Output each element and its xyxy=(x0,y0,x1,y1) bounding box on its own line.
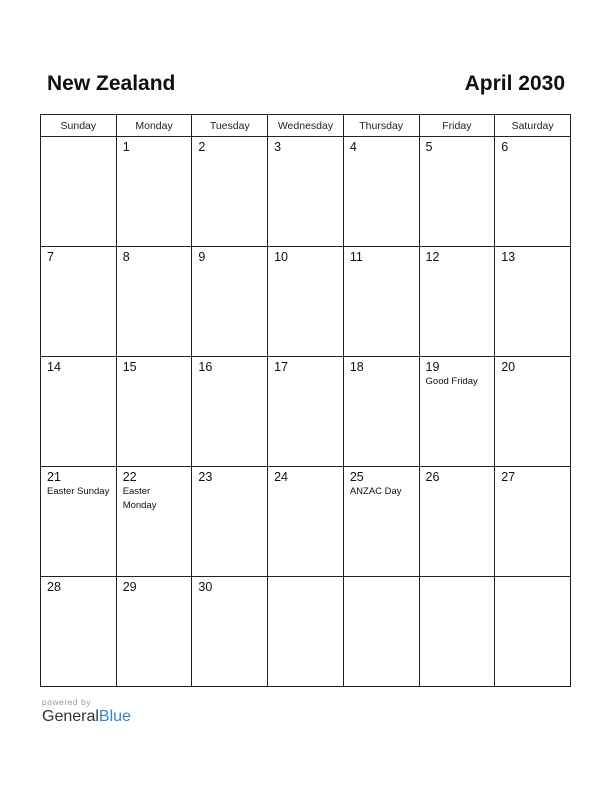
week-row xyxy=(41,467,571,577)
day-cell xyxy=(268,467,344,577)
day-number: 27 xyxy=(501,470,516,484)
day-cell xyxy=(495,137,571,247)
day-number: 16 xyxy=(198,360,213,374)
holiday-label: Good Friday xyxy=(425,376,478,387)
day-number: 30 xyxy=(198,580,213,594)
day-number: 5 xyxy=(425,140,433,154)
day-number: 13 xyxy=(501,250,516,264)
brand-blue-text: Blue xyxy=(98,708,131,725)
month-title: April 2030 xyxy=(464,72,565,95)
week-row xyxy=(41,137,571,247)
weekday-header: Sunday xyxy=(41,115,117,137)
day-cell xyxy=(495,247,571,357)
week-row xyxy=(41,577,571,687)
day-cell xyxy=(41,137,117,247)
day-cell xyxy=(343,137,419,247)
day-cell xyxy=(192,467,268,577)
day-cell xyxy=(268,137,344,247)
day-number: 12 xyxy=(425,250,440,264)
week-row xyxy=(41,357,571,467)
weekday-header: Saturday xyxy=(495,115,571,137)
day-number: 10 xyxy=(274,250,289,264)
day-cell xyxy=(268,577,344,687)
day-number: 7 xyxy=(47,250,54,264)
holiday-label: ANZAC Day xyxy=(349,486,402,497)
country-title: New Zealand xyxy=(47,72,176,95)
day-cell xyxy=(419,357,495,467)
brand-logo xyxy=(42,708,131,726)
day-number: 14 xyxy=(47,360,61,374)
day-cell xyxy=(41,467,117,577)
week-row xyxy=(41,247,571,357)
day-cell xyxy=(192,357,268,467)
day-number: 25 xyxy=(349,470,364,484)
day-number: 23 xyxy=(198,470,213,484)
day-cell xyxy=(343,247,419,357)
day-cell xyxy=(495,467,571,577)
powered-by-text: powered by xyxy=(42,697,91,707)
day-cell xyxy=(268,247,344,357)
weekday-header: Friday xyxy=(419,115,495,137)
day-number: 4 xyxy=(349,140,357,154)
day-number: 8 xyxy=(122,250,130,264)
day-cell xyxy=(192,247,268,357)
holiday-label: Easter Monday xyxy=(122,486,157,511)
footer-branding xyxy=(42,697,131,726)
day-cell xyxy=(419,137,495,247)
day-cell xyxy=(192,577,268,687)
day-cell xyxy=(41,247,117,357)
day-number: 11 xyxy=(349,250,363,264)
weekday-header: Tuesday xyxy=(192,115,268,137)
day-number: 19 xyxy=(425,360,440,374)
day-cell xyxy=(343,467,419,577)
day-number: 29 xyxy=(122,580,137,594)
day-cell xyxy=(268,357,344,467)
day-number: 18 xyxy=(349,360,364,374)
day-cell xyxy=(41,357,117,467)
day-number: 24 xyxy=(274,470,289,484)
day-number: 21 xyxy=(47,470,61,484)
day-cell xyxy=(116,137,192,247)
day-cell xyxy=(343,357,419,467)
day-cell xyxy=(41,577,117,687)
day-number: 17 xyxy=(274,360,289,374)
day-cell xyxy=(419,577,495,687)
day-cell xyxy=(192,137,268,247)
weekday-header-row xyxy=(41,115,571,137)
holiday-label: Easter Sunday xyxy=(47,486,110,497)
day-cell xyxy=(419,467,495,577)
day-cell xyxy=(495,577,571,687)
day-number: 6 xyxy=(501,140,509,154)
day-number: 22 xyxy=(122,470,137,484)
day-cell xyxy=(116,577,192,687)
day-number: 15 xyxy=(122,360,137,374)
day-number: 3 xyxy=(274,140,282,154)
weekday-header: Thursday xyxy=(343,115,419,137)
brand-general-text: General xyxy=(42,708,99,725)
day-number: 2 xyxy=(198,140,206,154)
day-number: 1 xyxy=(122,140,130,154)
day-cell xyxy=(343,577,419,687)
day-number: 20 xyxy=(501,360,516,374)
day-cell xyxy=(495,357,571,467)
day-cell xyxy=(116,357,192,467)
weekday-header: Wednesday xyxy=(268,115,344,137)
day-number: 26 xyxy=(425,470,440,484)
day-number: 9 xyxy=(198,250,206,264)
day-cell xyxy=(116,467,192,577)
day-number: 28 xyxy=(47,580,61,594)
calendar-grid xyxy=(40,114,571,687)
day-cell xyxy=(419,247,495,357)
day-cell xyxy=(116,247,192,357)
weekday-header: Monday xyxy=(116,115,192,137)
